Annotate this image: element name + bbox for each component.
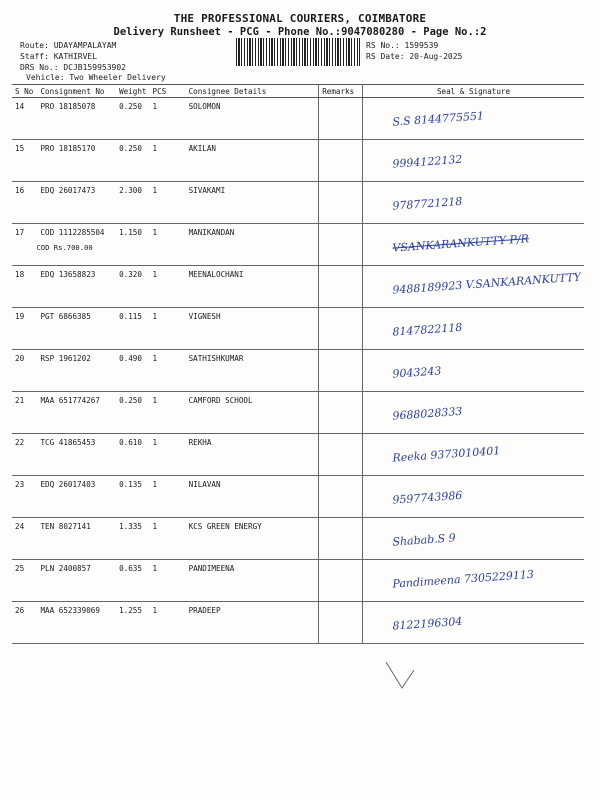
pcs-cell: 1 [150,518,186,560]
runsheet-table [12,84,584,644]
sno-cell: 26 [12,602,37,644]
handwritten-signature: 9488189923 V.SANKARANKUTTY [392,270,582,297]
consignment-number: COD 1112285504 [40,228,105,237]
pcs-cell: 1 [150,98,186,140]
cod-amount: COD Rs.700.00 [36,243,93,252]
signature-cell [363,98,584,140]
consignee-cell: REKHA [186,434,319,476]
sno-cell: 25 [12,560,37,602]
consignee-cell: PANDIMEENA [186,560,319,602]
sno-cell: 14 [12,98,37,140]
col-pcs-header: PCS [150,85,186,98]
signature-cell [363,476,584,518]
consignment-cell: RSP 1961202 [37,350,116,392]
pcs-cell: 1 [150,182,186,224]
pcs-cell: 1 [150,350,186,392]
table-row [12,140,584,182]
consignment-cell: MAA 652339069 [37,602,116,644]
table-row [12,476,584,518]
consignment-cell: TCG 41865453 [37,434,116,476]
col-signature-header: Seal & Signature [363,85,584,98]
remarks-cell [319,98,363,140]
signature-cell [363,350,584,392]
col-sno-header: S No [12,85,37,98]
pcs-cell: 1 [150,140,186,182]
table-row [12,350,584,392]
pcs-cell: 1 [150,224,186,266]
staff-label: Staff: KATHIRVEL [20,52,98,61]
pcs-cell: 1 [150,308,186,350]
pcs-cell: 1 [150,392,186,434]
consignee-cell: CAMFORD SCHOOL [186,392,319,434]
consignee-cell: NILAVAN [186,476,319,518]
consignment-cell: EDQ 26017403 [37,476,116,518]
table-row [12,602,584,644]
handwritten-signature: VSANKARANKUTTY P/R [392,232,530,255]
weight-cell: 0.635 [116,560,149,602]
consignee-cell: SOLOMON [186,98,319,140]
company-title: THE PROFESSIONAL COURIERS, COIMBATORE [173,12,427,25]
remarks-cell [319,476,363,518]
consignee-cell: AKILAN [186,140,319,182]
consignee-cell: MANIKANDAN [186,224,319,266]
handwritten-signature: 8147822118 [392,320,463,339]
signature-cell [363,518,584,560]
consignment-cell: MAA 651774267 [37,392,116,434]
pcs-cell: 1 [150,434,186,476]
remarks-cell [319,224,363,266]
sno-cell: 15 [12,140,37,182]
weight-cell: 1.335 [116,518,149,560]
barcode-image [236,38,360,66]
handwritten-signature: Shabab.S 9 [392,531,457,549]
table-row [12,98,584,140]
weight-cell: 2.300 [116,182,149,224]
consignment-cell: PRO 18185170 [37,140,116,182]
consignment-cell: PGT 6866385 [37,308,116,350]
col-consignment-header: Consignment No [37,85,116,98]
sno-cell: 18 [12,266,37,308]
consignee-cell: SATHISHKUMAR [186,350,319,392]
consignee-cell: VIGNESH [186,308,319,350]
weight-cell: 0.115 [116,308,149,350]
table-row [12,392,584,434]
consignee-cell: SIVAKAMI [186,182,319,224]
weight-cell: 0.250 [116,140,149,182]
signature-cell [363,392,584,434]
consignee-cell: PRADEEP [186,602,319,644]
signature-cell [363,266,584,308]
col-weight-header: Weight [116,85,149,98]
signature-cell [363,560,584,602]
handwritten-signature: 9688028333 [392,404,463,423]
remarks-cell [319,350,363,392]
sno-cell: 19 [12,308,37,350]
handwritten-signature: 9043243 [392,364,442,381]
col-remarks-header: Remarks [319,85,363,98]
remarks-cell [319,266,363,308]
table-row [12,560,584,602]
rs-date: RS Date: 20-Aug-2025 [366,52,463,61]
consignment-cell: EDQ 26017473 [37,182,116,224]
sno-cell: 22 [12,434,37,476]
remarks-cell [319,182,363,224]
table-row [12,308,584,350]
route-label: Route: UDAYAMPALAYAM [20,41,117,50]
pcs-cell: 1 [150,560,186,602]
remarks-cell [319,560,363,602]
handwritten-signature: Reeka 9373010401 [392,444,501,465]
sno-cell: 20 [12,350,37,392]
sno-cell: 17 [12,224,37,266]
remarks-cell [319,392,363,434]
remarks-cell [319,518,363,560]
weight-cell: 1.255 [116,602,149,644]
col-consignee-header: Consignee Details [186,85,319,98]
pcs-cell: 1 [150,476,186,518]
remarks-cell [319,434,363,476]
weight-cell: 0.250 [116,392,149,434]
sno-cell: 21 [12,392,37,434]
pen-stroke-mark [384,660,424,692]
table-row [12,182,584,224]
handwritten-signature: Pandimeena 7305229113 [392,567,535,591]
remarks-cell [319,140,363,182]
handwritten-signature: 9787721218 [392,194,463,213]
sno-cell: 16 [12,182,37,224]
consignee-cell: MEENALOCHANI [186,266,319,308]
signature-cell [363,140,584,182]
rs-number: RS No.: 1599539 [366,41,439,50]
pcs-cell: 1 [150,602,186,644]
signature-cell [363,434,584,476]
table-header-row [12,85,584,98]
sno-cell: 23 [12,476,37,518]
weight-cell: 1.150 [116,224,149,266]
table-row [12,518,584,560]
pcs-cell: 1 [150,266,186,308]
signature-cell [363,224,584,266]
weight-cell: 0.490 [116,350,149,392]
table-row [12,434,584,476]
handwritten-signature: 9994122132 [392,152,463,171]
signature-cell [363,308,584,350]
consignment-cell: TEN 8027141 [37,518,116,560]
signature-cell [363,182,584,224]
consignment-cell: PLN 2400857 [37,560,116,602]
weight-cell: 0.610 [116,434,149,476]
consignment-cell [37,224,116,266]
sno-cell: 24 [12,518,37,560]
weight-cell: 0.135 [116,476,149,518]
consignment-cell: PRO 18185078 [37,98,116,140]
handwritten-signature: S.S 8144775551 [392,109,485,129]
runsheet-subtitle: Delivery Runsheet - PCG - Phone No.:9047080280 - Page No.:2 [113,26,487,38]
handwritten-signature: 8122196304 [392,614,463,633]
table-row [12,266,584,308]
consignment-cell: EDQ 13658823 [37,266,116,308]
signature-cell [363,602,584,644]
vehicle-label: Vehicle: Two Wheeler Delivery [26,73,166,82]
consignee-cell: KCS GREEN ENERGY [186,518,319,560]
remarks-cell [319,308,363,350]
weight-cell: 0.320 [116,266,149,308]
drs-label: DRS No.: DCJB159953902 [20,63,126,72]
remarks-cell [319,602,363,644]
handwritten-signature: 9597743986 [392,488,463,507]
table-row [12,224,584,266]
weight-cell: 0.250 [116,98,149,140]
